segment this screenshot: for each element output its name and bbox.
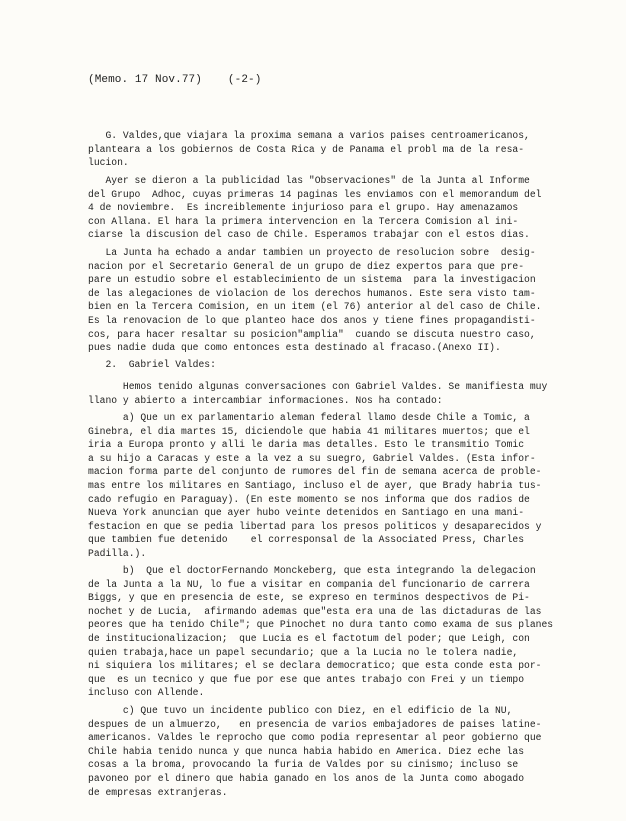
- text-line: de la Junta a la NU, lo fue a visitar en compania del funcionario de carrera: [88, 578, 530, 590]
- text-line: de las alegaciones de violacion de los derechos humanos. Este sera visto tam-: [88, 287, 536, 299]
- text-line: de institucionalizacion; que Lucia es el factotum del poder; que Leigh, con: [88, 632, 530, 644]
- text-line: despues de un almuerzo, en presencia de varios embajadores de paises latine-: [88, 718, 542, 730]
- text-line: ni siquiera los militares; el se declara democratico; que esta conde esta por-: [88, 660, 542, 672]
- text-line: planteara a los gobiernos de Costa Rica y de Panama el probl ma de la resa-: [88, 143, 525, 155]
- text-line: ciarse la discusion del caso de Chile. Esperamos trabajar con el estos dias.: [88, 229, 530, 241]
- text-line: lucion.: [88, 157, 129, 169]
- text-line: Ginebra, el dia martes 15, diciendole que habia 41 militares muertos; que el: [88, 425, 530, 437]
- text-line: peores que ha tenido Chile"; que Pinochet no dura tanto como exama de sus planes: [88, 619, 554, 631]
- paragraph-observaciones: [88, 174, 541, 242]
- text-line: Biggs, y que en presencia de este, se expreso en terminos despectivos de Pi-: [88, 592, 530, 604]
- text-line: Hemos tenido algunas conversaciones con Gabriel Valdes. Se manifiesta muy: [88, 381, 548, 392]
- text-line: pavoneo por el dinero que habia ganado en los anos de la Junta como abogado: [88, 772, 525, 784]
- memo-header: [88, 74, 261, 86]
- text-line: mas entre los militares en Santiago, incluso el de ayer, que Brady habria tus-: [88, 479, 542, 491]
- paragraph-resolucion: [88, 246, 541, 355]
- text-line: llano y abierto a intercambiar informaciones. Nos ha contado:: [88, 394, 443, 406]
- text-line: Nueva York anuncian que ayer hubo veinte detenidos en Santiago en una mani-: [88, 507, 525, 519]
- text-line: macion forma parte del conjunto de rumores del fin de semana acerca de proble-: [88, 466, 542, 478]
- text-line: Padilla.).: [88, 547, 147, 559]
- text-line: a) Que un ex parlamentario aleman federal llamo desde Chile a Tomic, a: [88, 412, 530, 423]
- text-line: de empresas extranjeras.: [88, 786, 228, 798]
- text-line: iria a Europa pronto y alli le daria mas detalles. Esto le transmitio Tomic: [88, 439, 525, 451]
- text-line: La Junta ha echado a andar tambien un proyecto de resolucion sobre desig-: [88, 247, 536, 258]
- text-line: que tambien fue detenido el corresponsal de la Associated Press, Charles: [88, 534, 525, 546]
- text-line: festacion en que se pedia libertad para los presos politicos y desaparecidos y: [88, 520, 542, 532]
- text-line: b) Que el doctorFernando Monckeberg, que esta integrando la delegacion: [88, 565, 536, 576]
- text-line: incluso con Allende.: [88, 687, 205, 699]
- paragraph-item-a: [88, 411, 541, 561]
- text-line: que es un tecnico y que fue por ese que antes trabajo con Frei y un tiempo: [88, 673, 525, 685]
- text-line: 4 de noviembre. Es increiblemente injurioso para el grupo. Hay amenazamos: [88, 202, 519, 214]
- text-line: cosas a la broma, provocando la furia de Valdes por su cinismo; incluso se: [88, 759, 519, 771]
- text-line: 2. Gabriel Valdes:: [88, 359, 216, 370]
- text-line: pues nadie duda que como entonces esta destinado al fracaso.(Anexo II).: [88, 342, 501, 354]
- page-number: (-2-): [227, 74, 262, 86]
- text-line: Es la renovacion de lo que planteo hace dos anos y tiene fines propagandisti-: [88, 314, 536, 326]
- text-line: cos, para hacer resaltar su posicion"amplia" cuando se discuta nuestro caso,: [88, 328, 536, 340]
- text-line: con Allana. El hara la primera intervencion en la Tercera Comision al ini-: [88, 215, 519, 227]
- text-line: americanos. Valdes le reprocho que como podia representar al peor gobierno que: [88, 732, 542, 744]
- text-line: nochet y de Lucia, afirmando ademas que"esta era una de las dictaduras de las: [88, 605, 542, 617]
- memo-reference: (Memo. 17 Nov.77): [88, 74, 202, 86]
- text-line: del Grupo Adhoc, cuyas primeras 14 paginas les enviamos con el memorandum del: [88, 188, 542, 200]
- text-line: Ayer se dieron a la publicidad las "Observaciones" de la Junta al Informe: [88, 175, 530, 186]
- text-line: G. Valdes,que viajara la proxima semana a varios paises centroamericanos,: [88, 130, 530, 141]
- text-line: Chile habia tenido nunca y que nunca habia habido en America. Diez eche las: [88, 745, 525, 757]
- text-line: bien en la Tercera Comision, en un item (el 76) anterior al del caso de Chile.: [88, 301, 542, 313]
- paragraph-conversaciones: [88, 380, 547, 407]
- paragraph-valdes-travel: [88, 129, 530, 170]
- paragraph-item-b: [88, 564, 553, 700]
- text-line: a su hijo a Caracas y este a la vez a su suegro, Gabriel Valdes. (Esta infor-: [88, 452, 536, 464]
- text-line: c) Que tuvo un incidente publico con Diez, en el edificio de la NU,: [88, 705, 513, 716]
- section-heading-gabriel-valdes: [88, 358, 216, 372]
- text-line: cado refugio en Paraguay). (En este momento se nos informa que dos radios de: [88, 493, 530, 505]
- text-line: pare un estudio sobre el establecimiento de un sistema para la investigacion: [88, 274, 536, 286]
- text-line: nacion por el Secretario General de un grupo de diez expertos para que pre-: [88, 260, 525, 272]
- text-line: quien trabaja,hace un papel secundario; que a la Lucia no le tolera nadie,: [88, 646, 519, 658]
- paragraph-item-c: [88, 704, 541, 799]
